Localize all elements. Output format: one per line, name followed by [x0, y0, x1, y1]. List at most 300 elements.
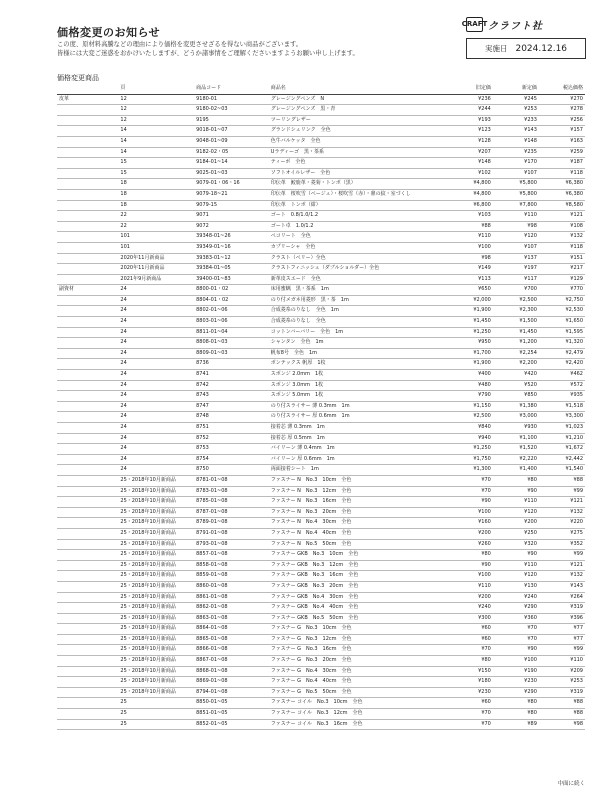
- table-row: [57, 613, 585, 624]
- cell-page: 12: [118, 105, 194, 116]
- cell-tax-price: ¥3,300: [539, 412, 585, 423]
- cell-page: 25・2018年10月新商品: [118, 507, 194, 518]
- table-row: [57, 454, 585, 465]
- table-row: [57, 528, 585, 539]
- cell-new-price: ¥107: [493, 168, 539, 179]
- cell-new-price: ¥1,400: [493, 465, 539, 476]
- cell-old-price: ¥98: [447, 253, 493, 264]
- cell-old-price: ¥193: [447, 115, 493, 126]
- cell-category: [57, 687, 118, 698]
- cell-tax-price: ¥88: [539, 475, 585, 486]
- cell-tax-price: ¥2,530: [539, 306, 585, 317]
- cell-code: 9180-02~03: [194, 105, 269, 116]
- cell-code: 8794-01~08: [194, 687, 269, 698]
- table-row: [57, 698, 585, 709]
- cell-old-price: ¥110: [447, 581, 493, 592]
- cell-new-price: ¥143: [493, 126, 539, 137]
- cell-page: 18: [118, 179, 194, 190]
- table-row: [57, 507, 585, 518]
- cell-tax-price: ¥1,320: [539, 338, 585, 349]
- cell-page: 24: [118, 433, 194, 444]
- table-row: [57, 158, 585, 169]
- table-row: [57, 264, 585, 275]
- table-row: [57, 433, 585, 444]
- cell-tax-price: ¥253: [539, 677, 585, 688]
- cell-page: 25・2018年10月新商品: [118, 624, 194, 635]
- cell-old-price: ¥70: [447, 719, 493, 730]
- cell-name: のり付スライサー 厚 0.6mm 1m: [269, 412, 447, 423]
- cell-code: 8852-01~05: [194, 719, 269, 730]
- cell-name: バイリーン 厚 0.6mm 1m: [269, 454, 447, 465]
- table-row: [57, 571, 585, 582]
- cell-old-price: ¥80: [447, 656, 493, 667]
- table-row: [57, 327, 585, 338]
- cell-tax-price: ¥278: [539, 105, 585, 116]
- cell-code: 8753: [194, 444, 269, 455]
- cell-new-price: ¥148: [493, 136, 539, 147]
- cell-page: 12: [118, 115, 194, 126]
- cell-new-price: ¥110: [493, 497, 539, 508]
- cell-tax-price: ¥143: [539, 581, 585, 592]
- cell-tax-price: ¥1,595: [539, 327, 585, 338]
- cell-page: 25・2018年10月新商品: [118, 634, 194, 645]
- cell-name: ティーポ 全色: [269, 158, 447, 169]
- cell-new-price: ¥80: [493, 698, 539, 709]
- cell-tax-price: ¥462: [539, 370, 585, 381]
- col-header-code: 商品コード: [194, 84, 269, 94]
- cell-page: 24: [118, 401, 194, 412]
- cell-new-price: ¥290: [493, 603, 539, 614]
- cell-page: 14: [118, 147, 194, 158]
- cell-code: 39384-01~05: [194, 264, 269, 275]
- cell-category: 皮革: [57, 94, 118, 105]
- cell-tax-price: ¥99: [539, 486, 585, 497]
- cell-name: ゴート卓 1.0/1.2: [269, 221, 447, 232]
- cell-category: [57, 179, 118, 190]
- cell-category: [57, 295, 118, 306]
- cell-category: [57, 539, 118, 550]
- cell-old-price: ¥400: [447, 370, 493, 381]
- cell-name: グレージングペンズ N: [269, 94, 447, 105]
- cell-name: Uラディーゴ 黒・茶系: [269, 147, 447, 158]
- cell-name: ファスナー N No.3 12cm 全色: [269, 486, 447, 497]
- cell-old-price: ¥180: [447, 677, 493, 688]
- cell-page: 25・2018年10月新商品: [118, 645, 194, 656]
- cell-category: [57, 507, 118, 518]
- cell-old-price: ¥1,900: [447, 306, 493, 317]
- cell-new-price: ¥7,800: [493, 200, 539, 211]
- cell-category: [57, 624, 118, 635]
- cell-tax-price: ¥270: [539, 94, 585, 105]
- table-row: [57, 497, 585, 508]
- cell-page: 25・2018年10月新商品: [118, 613, 194, 624]
- cell-old-price: ¥2,500: [447, 412, 493, 423]
- cell-tax-price: ¥6,380: [539, 179, 585, 190]
- cell-new-price: ¥110: [493, 560, 539, 571]
- cell-category: [57, 433, 118, 444]
- cell-name: スポンジ 3.0mm 1枚: [269, 380, 447, 391]
- cell-tax-price: ¥121: [539, 560, 585, 571]
- cell-code: 8867-01~08: [194, 656, 269, 667]
- cell-category: [57, 550, 118, 561]
- cell-code: 8850-01~05: [194, 698, 269, 709]
- cell-code: 8804-01・02: [194, 295, 269, 306]
- cell-name: ファスナー N No.3 20cm 全色: [269, 507, 447, 518]
- cell-page: 24: [118, 327, 194, 338]
- cell-code: 8787-01~08: [194, 507, 269, 518]
- cell-old-price: ¥207: [447, 147, 493, 158]
- cell-tax-price: ¥1,672: [539, 444, 585, 455]
- cell-tax-price: ¥99: [539, 550, 585, 561]
- cell-old-price: ¥1,250: [447, 444, 493, 455]
- table-row: [57, 677, 585, 688]
- cell-category: [57, 327, 118, 338]
- cell-old-price: ¥100: [447, 507, 493, 518]
- cell-tax-price: ¥1,023: [539, 423, 585, 434]
- table-row: [57, 550, 585, 561]
- cell-page: 15: [118, 158, 194, 169]
- cell-category: [57, 317, 118, 328]
- cell-code: 8750: [194, 465, 269, 476]
- cell-name: ファスナー コイル No.3 16cm 全色: [269, 719, 447, 730]
- cell-category: [57, 719, 118, 730]
- cell-old-price: ¥150: [447, 666, 493, 677]
- table-row: [57, 687, 585, 698]
- cell-page: 24: [118, 423, 194, 434]
- cell-new-price: ¥2,220: [493, 454, 539, 465]
- cell-category: [57, 158, 118, 169]
- intro-text: [57, 40, 359, 58]
- cell-name: ファスナー G No.5 50cm 全色: [269, 687, 447, 698]
- table-row: [57, 168, 585, 179]
- cell-category: [57, 105, 118, 116]
- cell-name: ソフトオイルレザー 全色: [269, 168, 447, 179]
- cell-old-price: ¥240: [447, 603, 493, 614]
- cell-tax-price: ¥151: [539, 253, 585, 264]
- cell-tax-price: ¥132: [539, 571, 585, 582]
- cell-category: [57, 232, 118, 243]
- cell-name: ファスナー GKB No.3 10cm 全色: [269, 550, 447, 561]
- cell-new-price: ¥80: [493, 475, 539, 486]
- cell-old-price: ¥160: [447, 518, 493, 529]
- cell-tax-price: ¥77: [539, 634, 585, 645]
- table-row: [57, 179, 585, 190]
- cell-new-price: ¥98: [493, 221, 539, 232]
- cell-page: 25・2018年10月新商品: [118, 486, 194, 497]
- table-row: [57, 444, 585, 455]
- cell-old-price: ¥236: [447, 94, 493, 105]
- table-row: [57, 285, 585, 296]
- cell-name: 帆布8号 全色 1m: [269, 348, 447, 359]
- cell-old-price: ¥1,750: [447, 454, 493, 465]
- cell-tax-price: ¥118: [539, 242, 585, 253]
- cell-old-price: ¥200: [447, 528, 493, 539]
- cell-name: ファスナー GKB No.4 40cm 全色: [269, 603, 447, 614]
- cell-category: [57, 147, 118, 158]
- cell-code: 8781-01~08: [194, 475, 269, 486]
- cell-old-price: ¥100: [447, 242, 493, 253]
- cell-name: ファスナー G No.3 12cm 全色: [269, 634, 447, 645]
- cell-name: グレージングペンズ 黒・青: [269, 105, 447, 116]
- cell-old-price: ¥1,150: [447, 401, 493, 412]
- cell-name: 接着芯 薄 0.3mm 1m: [269, 423, 447, 434]
- table-row: [57, 539, 585, 550]
- cell-new-price: ¥230: [493, 677, 539, 688]
- cell-page: 24: [118, 391, 194, 402]
- cell-new-price: ¥233: [493, 115, 539, 126]
- cell-name: 新革皮スエード 全色: [269, 274, 447, 285]
- col-header-name: 商品名: [269, 84, 447, 94]
- cell-tax-price: ¥110: [539, 656, 585, 667]
- table-row: [57, 391, 585, 402]
- col-header-page: 頁: [118, 84, 194, 94]
- cell-category: [57, 274, 118, 285]
- cell-name: のり付メガネ用菱形 黒・茶 1m: [269, 295, 447, 306]
- cell-code: 8809-01~03: [194, 348, 269, 359]
- cell-category: [57, 253, 118, 264]
- cell-old-price: ¥60: [447, 634, 493, 645]
- cell-name: 床用蜜蝋 黒・茶系 1m: [269, 285, 447, 296]
- cell-code: 8736: [194, 359, 269, 370]
- cell-old-price: ¥100: [447, 571, 493, 582]
- page-title: 価格変更のお知らせ: [57, 26, 161, 39]
- cell-old-price: ¥230: [447, 687, 493, 698]
- table-row: [57, 666, 585, 677]
- cell-old-price: ¥70: [447, 645, 493, 656]
- table-row: [57, 603, 585, 614]
- cell-old-price: ¥260: [447, 539, 493, 550]
- cell-name: 接着芯 厚 0.5mm 1m: [269, 433, 447, 444]
- table-row: [57, 338, 585, 349]
- cell-code: 8851-01~05: [194, 709, 269, 720]
- cell-old-price: ¥790: [447, 391, 493, 402]
- date-label: 実施日: [484, 44, 508, 53]
- cell-new-price: ¥120: [493, 507, 539, 518]
- table-row: [57, 401, 585, 412]
- cell-new-price: ¥3,000: [493, 412, 539, 423]
- table-row: [57, 136, 585, 147]
- cell-page: 24: [118, 338, 194, 349]
- cell-category: [57, 200, 118, 211]
- cell-page: 101: [118, 232, 194, 243]
- cell-page: 24: [118, 454, 194, 465]
- cell-name: 合成菱糸のりなし 全色 1m: [269, 306, 447, 317]
- cell-tax-price: ¥132: [539, 507, 585, 518]
- cell-name: ファスナー G No.4 40cm 全色: [269, 677, 447, 688]
- cell-name: ファスナー G No.3 10cm 全色: [269, 624, 447, 635]
- cell-new-price: ¥90: [493, 550, 539, 561]
- cell-old-price: ¥70: [447, 709, 493, 720]
- cell-new-price: ¥2,254: [493, 348, 539, 359]
- cell-new-price: ¥170: [493, 158, 539, 169]
- cell-category: [57, 136, 118, 147]
- cell-category: [57, 391, 118, 402]
- cell-tax-price: ¥275: [539, 528, 585, 539]
- cell-category: [57, 465, 118, 476]
- cell-old-price: ¥128: [447, 136, 493, 147]
- cell-category: [57, 401, 118, 412]
- cell-page: 25・2018年10月新商品: [118, 656, 194, 667]
- cell-name: ファスナー GKB No.4 30cm 全色: [269, 592, 447, 603]
- cell-old-price: ¥950: [447, 338, 493, 349]
- cell-page: 24: [118, 295, 194, 306]
- cell-new-price: ¥107: [493, 242, 539, 253]
- cell-tax-price: ¥108: [539, 221, 585, 232]
- cell-name: ファスナー N No.4 40cm 全色: [269, 528, 447, 539]
- cell-category: [57, 115, 118, 126]
- logo-text: クラフト社: [488, 21, 543, 32]
- cell-page: 24: [118, 465, 194, 476]
- cell-category: [57, 592, 118, 603]
- cell-page: 25: [118, 709, 194, 720]
- cell-page: 22: [118, 211, 194, 222]
- cell-new-price: ¥1,380: [493, 401, 539, 412]
- cell-page: 24: [118, 306, 194, 317]
- cell-page: 25・2018年10月新商品: [118, 581, 194, 592]
- cell-old-price: ¥480: [447, 380, 493, 391]
- table-row: [57, 634, 585, 645]
- cell-page: 25・2018年10月新商品: [118, 518, 194, 529]
- logo-mark-icon: CRAFT: [466, 17, 483, 32]
- cell-category: [57, 221, 118, 232]
- cell-category: [57, 211, 118, 222]
- table-row: [57, 656, 585, 667]
- cell-code: 8864-01~08: [194, 624, 269, 635]
- cell-code: 8793-01~08: [194, 539, 269, 550]
- cell-tax-price: ¥220: [539, 518, 585, 529]
- cell-category: [57, 698, 118, 709]
- table-row: [57, 645, 585, 656]
- cell-page: 2020年11月新商品: [118, 264, 194, 275]
- table-row: [57, 189, 585, 200]
- cell-category: [57, 518, 118, 529]
- cell-tax-price: ¥396: [539, 613, 585, 624]
- cell-name: 両面接着シート 1m: [269, 465, 447, 476]
- cell-name: クラスト（ベリー）全色: [269, 253, 447, 264]
- cell-page: 25・2018年10月新商品: [118, 666, 194, 677]
- price-change-table: [57, 84, 585, 730]
- cell-tax-price: ¥129: [539, 274, 585, 285]
- table-row: [57, 348, 585, 359]
- cell-name: のり付スライサー 薄 0.3mm 1m: [269, 401, 447, 412]
- cell-new-price: ¥90: [493, 645, 539, 656]
- cell-tax-price: ¥88: [539, 709, 585, 720]
- cell-name: ファスナー GKB No.3 16cm 全色: [269, 571, 447, 582]
- table-row: [57, 560, 585, 571]
- cell-new-price: ¥520: [493, 380, 539, 391]
- cell-page: 25・2018年10月新商品: [118, 677, 194, 688]
- cell-old-price: ¥244: [447, 105, 493, 116]
- cell-code: 8866-01~08: [194, 645, 269, 656]
- cell-category: [57, 677, 118, 688]
- cell-category: [57, 168, 118, 179]
- cell-name: 印伝革 トンボ（紺）: [269, 200, 447, 211]
- cell-old-price: ¥60: [447, 624, 493, 635]
- table-row: [57, 232, 585, 243]
- cell-category: [57, 370, 118, 381]
- cell-code: 8754: [194, 454, 269, 465]
- cell-new-price: ¥70: [493, 624, 539, 635]
- intro-line-2: 皆様には大変ご迷惑をおかけいたしますが、どうか諸事情をご理解くださいますようお願い申し上げます。: [57, 50, 359, 58]
- cell-code: 8747: [194, 401, 269, 412]
- table-row: [57, 295, 585, 306]
- cell-code: 9180-01: [194, 94, 269, 105]
- cell-new-price: ¥137: [493, 253, 539, 264]
- price-table-container: [57, 84, 585, 730]
- cell-new-price: ¥930: [493, 423, 539, 434]
- cell-code: 8858-01~08: [194, 560, 269, 571]
- table-row: [57, 317, 585, 328]
- cell-code: 9018-01~07: [194, 126, 269, 137]
- cell-category: [57, 709, 118, 720]
- cell-new-price: ¥253: [493, 105, 539, 116]
- cell-new-price: ¥2,200: [493, 359, 539, 370]
- cell-page: 18: [118, 189, 194, 200]
- effective-date-box: [466, 38, 586, 59]
- cell-tax-price: ¥2,420: [539, 359, 585, 370]
- cell-category: [57, 242, 118, 253]
- cell-name: コットンバーバリー 全色 1m: [269, 327, 447, 338]
- cell-code: 8860-01~08: [194, 581, 269, 592]
- table-row: [57, 242, 585, 253]
- table-row: [57, 719, 585, 730]
- cell-page: 25・2018年10月新商品: [118, 687, 194, 698]
- cell-code: 8748: [194, 412, 269, 423]
- cell-new-price: ¥197: [493, 264, 539, 275]
- cell-old-price: ¥148: [447, 158, 493, 169]
- cell-category: [57, 359, 118, 370]
- table-row: [57, 518, 585, 529]
- cell-category: [57, 306, 118, 317]
- cell-new-price: ¥5,800: [493, 189, 539, 200]
- cell-new-price: ¥130: [493, 581, 539, 592]
- cell-category: [57, 475, 118, 486]
- cell-category: [57, 645, 118, 656]
- cell-old-price: ¥70: [447, 475, 493, 486]
- cell-new-price: ¥700: [493, 285, 539, 296]
- col-header-old-price: 旧定価: [447, 84, 493, 94]
- cell-tax-price: ¥2,442: [539, 454, 585, 465]
- cell-new-price: ¥110: [493, 211, 539, 222]
- cell-code: 8868-01~08: [194, 666, 269, 677]
- cell-new-price: ¥100: [493, 656, 539, 667]
- cell-code: 8789-01~08: [194, 518, 269, 529]
- cell-category: [57, 656, 118, 667]
- table-row: [57, 115, 585, 126]
- cell-tax-price: ¥1,650: [539, 317, 585, 328]
- cell-page: 25・2018年10月新商品: [118, 497, 194, 508]
- cell-new-price: ¥1,100: [493, 433, 539, 444]
- cell-old-price: ¥1,300: [447, 465, 493, 476]
- cell-code: 8800-01・02: [194, 285, 269, 296]
- cell-new-price: ¥70: [493, 634, 539, 645]
- table-row: [57, 221, 585, 232]
- cell-name: ファスナー N No.3 10cm 全色: [269, 475, 447, 486]
- table-header-row: [57, 84, 585, 94]
- cell-code: 8752: [194, 433, 269, 444]
- cell-new-price: ¥245: [493, 94, 539, 105]
- cell-page: 14: [118, 126, 194, 137]
- table-row: [57, 624, 585, 635]
- cell-name: ボンテックス 帆厚 1枚: [269, 359, 447, 370]
- cell-tax-price: ¥8,580: [539, 200, 585, 211]
- cell-code: 8857-01~08: [194, 550, 269, 561]
- cell-code: 9079-18~21: [194, 189, 269, 200]
- cell-page: 15: [118, 168, 194, 179]
- table-row: [57, 211, 585, 222]
- cell-page: 24: [118, 359, 194, 370]
- cell-name: 色牛バルケッタ 全色: [269, 136, 447, 147]
